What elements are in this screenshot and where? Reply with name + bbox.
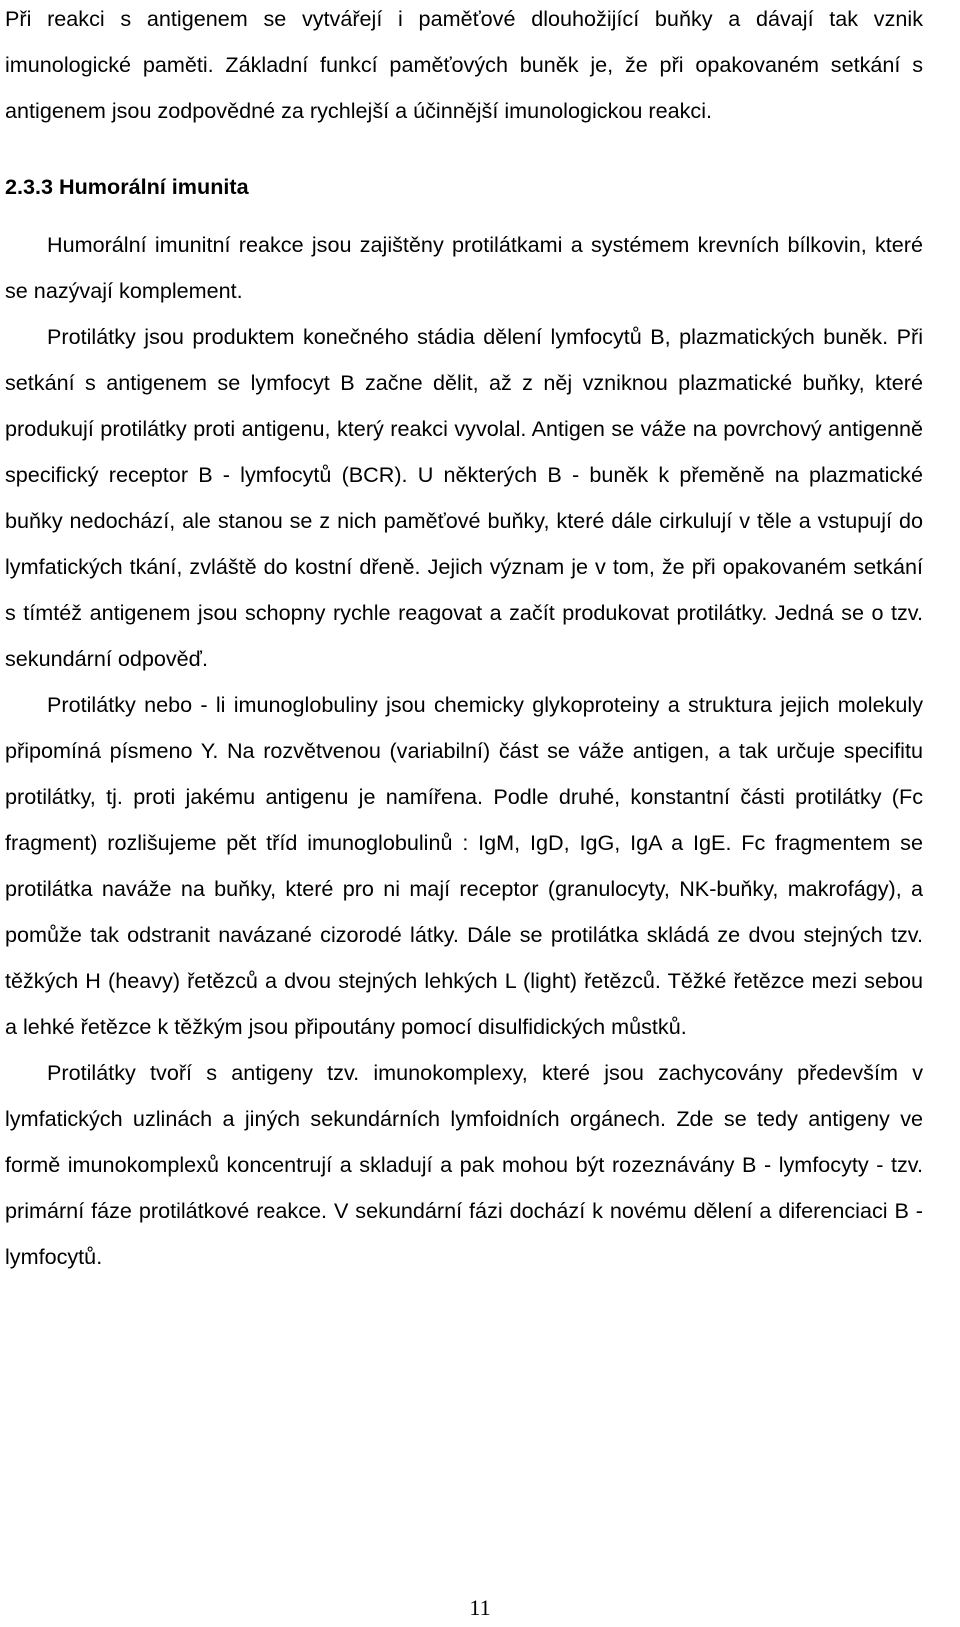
page-number: 11 [469, 1595, 491, 1620]
paragraph-antibodies-production: Protilátky jsou produktem konečného stádia dělení lymfocytů B, plazmatických buněk. Při setkání s antigenem se lymfocyt B začne dělit, až z něj vzniknou plazmatické buňky, které produkují protilátky proti antigenu, který reakci vyvolal. Antigen se váže na povrchový antigenně specifický receptor B - lymfocytů (BCR). U některých B - buněk k přeměně na plazmatické buňky nedochází, ale stanou se z nich paměťové buňky, které dále cirkulují v těle a vstupují do lymfatických tkání, zvláště do kostní dřeně. Jejich význam je v tom, že při opakovaném setkání s tímtéž antigenem jsou schopny rychle reagovat a začít produkovat protilátky. Jedná se o tzv. sekundární odpověď. [5, 324, 923, 671]
intro-paragraph: Při reakci s antigenem se vytvářejí i paměťové dlouhožijící buňky a dávají tak vznik imunologické paměti. Základní funkcí paměťových buněk je, že při opakovaném setkání s antigenem jsou zodpovědné za rychlejší a účinnější imunologickou reakci. [5, 6, 923, 123]
paragraph-immunocomplexes: Protilátky tvoří s antigeny tzv. imunokomplexy, které jsou zachycovány především v lymfatických uzlinách a jiných sekundárních lymfoidních orgánech. Zde se tedy antigeny ve formě imunokomplexů koncentrují a skladují a pak mohou být rozeznávány B - lymfocyty - tzv. primární fáze protilátkové reakce. V sekundární fázi dochází k novému dělení a diferenciaci B - lymfocytů. [5, 1060, 923, 1269]
section-heading: 2.3.3 Humorální imunita [5, 174, 249, 199]
paragraph-humoral-reactions: Humorální imunitní reakce jsou zajištěny protilátkami a systémem krevních bílkovin, které se nazývají komplement. [5, 232, 923, 303]
document-page [5, 0, 923, 1280]
paragraph-immunoglobulin-structure: Protilátky nebo - li imunoglobuliny jsou chemicky glykoproteiny a struktura jejich molekuly připomíná písmeno Y. Na rozvětvenou (variabilní) část se váže antigen, a tak určuje specifitu protilátky, tj. proti jakému antigenu je namířena. Podle druhé, konstantní části protilátky (Fc fragment) rozlišujeme pět tříd imunoglobulinů : IgM, IgD, IgG, IgA a IgE. Fc fragmentem se protilátka naváže na buňky, které pro ni mají receptor (granulocyty, NK-buňky, makrofágy), a pomůže tak odstranit navázané cizorodé látky. Dále se protilátka skládá ze dvou stejných tzv. těžkých H (heavy) řetězců a dvou stejných lehkých L (light) řetězců. Těžké řetězce mezi sebou a lehké řetězce k těžkým jsou připoutány pomocí disulfidických můstků. [5, 692, 923, 1039]
